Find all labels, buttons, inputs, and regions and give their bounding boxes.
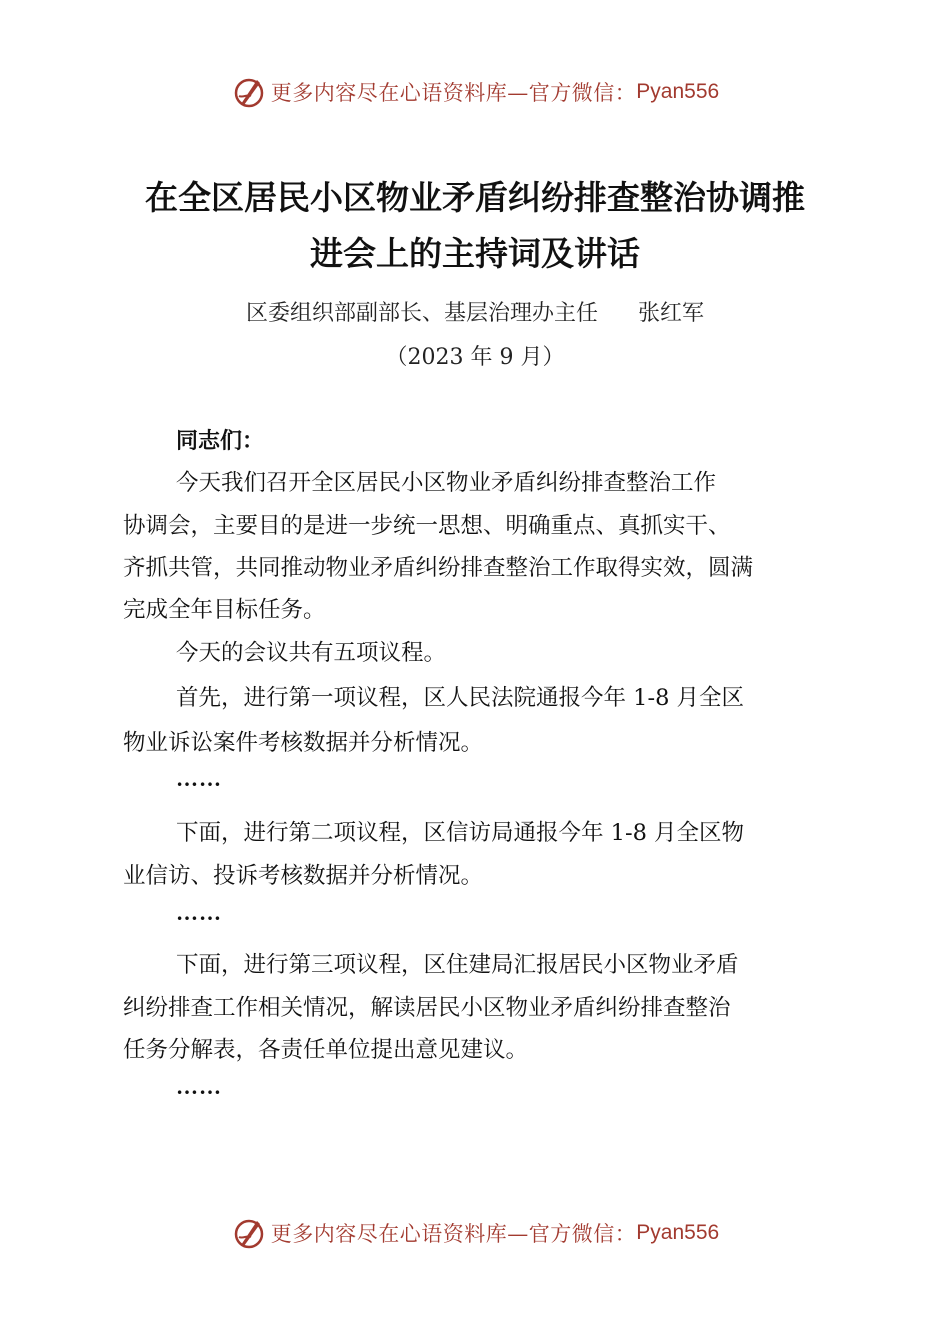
ellipsis-1: …… (176, 766, 222, 791)
header-banner (0, 72, 950, 112)
document-date: （2023 年 9 月） (385, 345, 565, 370)
paragraph-1-line-3: 齐抓共管，共同推动物业矛盾纠纷排查整治工作取得实效，圆满 (123, 555, 754, 581)
ellipsis-2: …… (176, 900, 222, 925)
banner-text: 更多内容尽在心语资料库—官方微信： (270, 81, 637, 105)
paragraph-5-line-3: 任务分解表，各责任单位提出意见建议。 (123, 1037, 529, 1063)
paragraph-1-line-1: 今天我们召开全区居民小区物业矛盾纠纷排查整治工作 (176, 470, 717, 496)
ellipsis-3: …… (176, 1074, 222, 1099)
author-name: 张红军 (638, 301, 705, 326)
paragraph-4-line-2: 业信访、投诉考核数据并分析情况。 (123, 863, 484, 889)
banner-account: Pyan556 (636, 1221, 720, 1244)
paragraph-2-line-1: 今天的会议共有五项议程。 (176, 640, 447, 666)
paragraph-3-line-1: 首先，进行第一项议程，区人民法院通报今年 1-8 月全区 (176, 685, 745, 711)
quill-pen-circle-icon (231, 1215, 267, 1251)
paragraph-1-line-4: 完成全年目标任务。 (123, 597, 326, 623)
paragraph-5-line-1: 下面，进行第三项议程，区住建局汇报居民小区物业矛盾 (176, 952, 739, 978)
document-title-line-2: 进会上的主持词及讲话 (310, 234, 640, 273)
paragraph-4-line-1: 下面，进行第二项议程，区信访局通报今年 1-8 月全区物 (176, 820, 745, 846)
banner-account: Pyan556 (636, 80, 720, 103)
paragraph-1-line-2: 协调会，主要目的是进一步统一思想、明确重点、真抓实干、 (123, 513, 731, 539)
paragraph-3-line-2: 物业诉讼案件考核数据并分析情况。 (123, 730, 484, 756)
document-title-line-1: 在全区居民小区物业矛盾纠纷排查整治协调推 (145, 178, 805, 217)
banner-text: 更多内容尽在心语资料库—官方微信： (270, 1222, 637, 1246)
author-position: 区委组织部副部长、基层治理办主任 (245, 301, 598, 326)
quill-pen-circle-icon (231, 74, 267, 110)
footer-banner (0, 1213, 950, 1253)
paragraph-5-line-2: 纠纷排查工作相关情况，解读居民小区物业矛盾纠纷排查整治 (123, 995, 731, 1021)
author-line (110, 296, 840, 327)
salutation: 同志们： (176, 429, 265, 454)
